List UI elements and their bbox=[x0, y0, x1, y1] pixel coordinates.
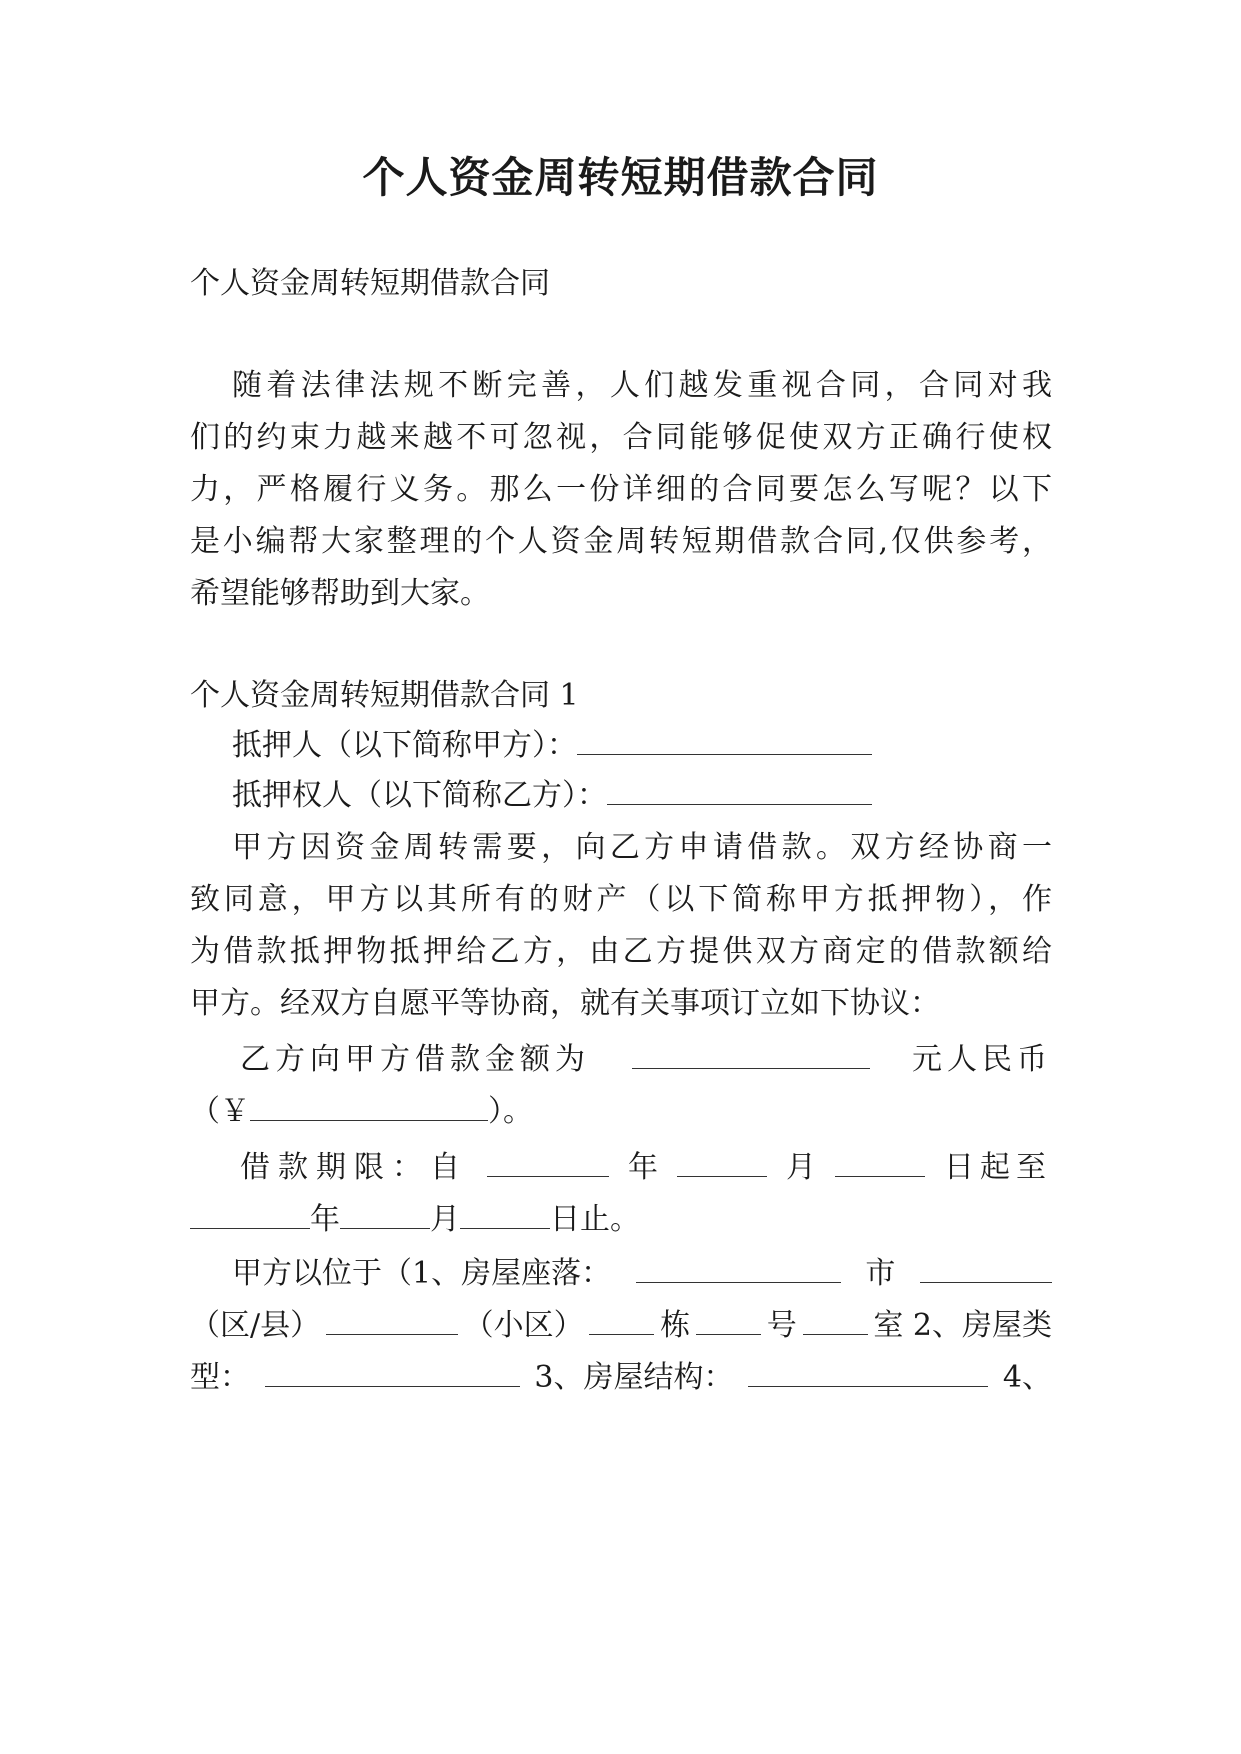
number-label: 号 bbox=[766, 1308, 797, 1343]
document-title: 个人资金周转短期借款合同 bbox=[362, 153, 879, 202]
room-label: 室 2、房屋类 bbox=[873, 1308, 1052, 1343]
mortgagee-label: 抵押权人（以下简称乙方）： bbox=[232, 778, 607, 813]
term-year-label: 年 bbox=[628, 1150, 658, 1185]
type-label: 型： bbox=[190, 1360, 250, 1395]
para1-line-2: 致同意，甲方以其所有的财产（以下简称甲方抵押物），作 bbox=[190, 882, 1052, 917]
property-line-2 bbox=[190, 1306, 1052, 1346]
amount-rmb-line bbox=[190, 1092, 1052, 1132]
para1-line-3: 为借款抵押物抵押给乙方，由乙方提供双方商定的借款额给 bbox=[190, 934, 1052, 969]
intro-line-1: 随着法律法规不断完善，人们越发重视合同，合同对我 bbox=[232, 368, 1052, 403]
mortgagor-line bbox=[232, 726, 1094, 766]
rmb-close: ）。 bbox=[488, 1094, 533, 1129]
contract-heading: 个人资金周转短期借款合同 1 bbox=[190, 678, 579, 713]
term-end-year-blank[interactable] bbox=[190, 1200, 310, 1229]
property-location-label: 甲方以位于（1、房屋座落： bbox=[232, 1256, 612, 1291]
amount-unit: 元人民币 bbox=[912, 1042, 1052, 1077]
rmb-open: （￥ bbox=[190, 1094, 250, 1129]
building-blank[interactable] bbox=[589, 1306, 654, 1335]
mortgagor-blank[interactable] bbox=[577, 726, 872, 755]
building-label: 栋 bbox=[660, 1308, 691, 1343]
mortgagee-line bbox=[232, 776, 1094, 816]
amount-line bbox=[240, 1040, 1052, 1080]
property-line-3 bbox=[190, 1358, 1052, 1398]
structure-blank[interactable] bbox=[748, 1358, 988, 1387]
district-label: （区/县） bbox=[190, 1308, 321, 1343]
term-month-label: 月 bbox=[786, 1150, 816, 1185]
city-blank[interactable] bbox=[920, 1254, 1052, 1283]
term-end-line bbox=[190, 1200, 1052, 1240]
para1-line-4: 甲方。经双方自愿平等协商，就有关事项订立如下协议： bbox=[190, 986, 940, 1021]
intro-line-2: 们的约束力越来越不可忽视，合同能够促使双方正确行使权 bbox=[190, 420, 1052, 455]
term-end-month-blank[interactable] bbox=[340, 1200, 430, 1229]
term-start-year-blank[interactable] bbox=[487, 1148, 609, 1177]
rmb-blank[interactable] bbox=[250, 1092, 488, 1121]
term-line bbox=[240, 1148, 1052, 1188]
amount-label: 乙方向甲方借款金额为 bbox=[240, 1042, 590, 1077]
type-blank[interactable] bbox=[265, 1358, 520, 1387]
intro-line-5: 希望能够帮助到大家。 bbox=[190, 576, 490, 611]
term-end-day-blank[interactable] bbox=[460, 1200, 550, 1229]
term-end-day-label: 日止。 bbox=[550, 1202, 640, 1237]
mortgagee-blank[interactable] bbox=[607, 776, 872, 805]
intro-line-3: 力，严格履行义务。那么一份详细的合同要怎么写呢？以下 bbox=[190, 472, 1052, 507]
para1-line-1: 甲方因资金周转需要，向乙方申请借款。双方经协商一 bbox=[232, 830, 1052, 865]
location-blank[interactable] bbox=[636, 1254, 841, 1283]
term-label: 借款期限：自 bbox=[240, 1150, 468, 1185]
intro-line-4: 是小编帮大家整理的个人资金周转短期借款合同,仅供参考， bbox=[190, 524, 1052, 559]
term-end-year-label: 年 bbox=[310, 1202, 340, 1237]
amount-blank[interactable] bbox=[632, 1040, 870, 1069]
property-line-1 bbox=[232, 1254, 1052, 1294]
term-start-day-blank[interactable] bbox=[835, 1148, 925, 1177]
city-label: 市 bbox=[865, 1256, 896, 1291]
room-blank[interactable] bbox=[803, 1306, 868, 1335]
community-label: （小区） bbox=[463, 1308, 584, 1343]
mortgagor-label: 抵押人（以下简称甲方）： bbox=[232, 728, 577, 763]
term-from-label: 日起至 bbox=[944, 1150, 1052, 1185]
next-item-label: 4、 bbox=[1002, 1360, 1052, 1395]
term-end-month-label: 月 bbox=[430, 1202, 460, 1237]
structure-label: 3、房屋结构： bbox=[534, 1360, 734, 1395]
subtitle: 个人资金周转短期借款合同 bbox=[190, 266, 550, 301]
number-blank[interactable] bbox=[696, 1306, 761, 1335]
term-start-month-blank[interactable] bbox=[677, 1148, 767, 1177]
district-blank[interactable] bbox=[326, 1306, 458, 1335]
